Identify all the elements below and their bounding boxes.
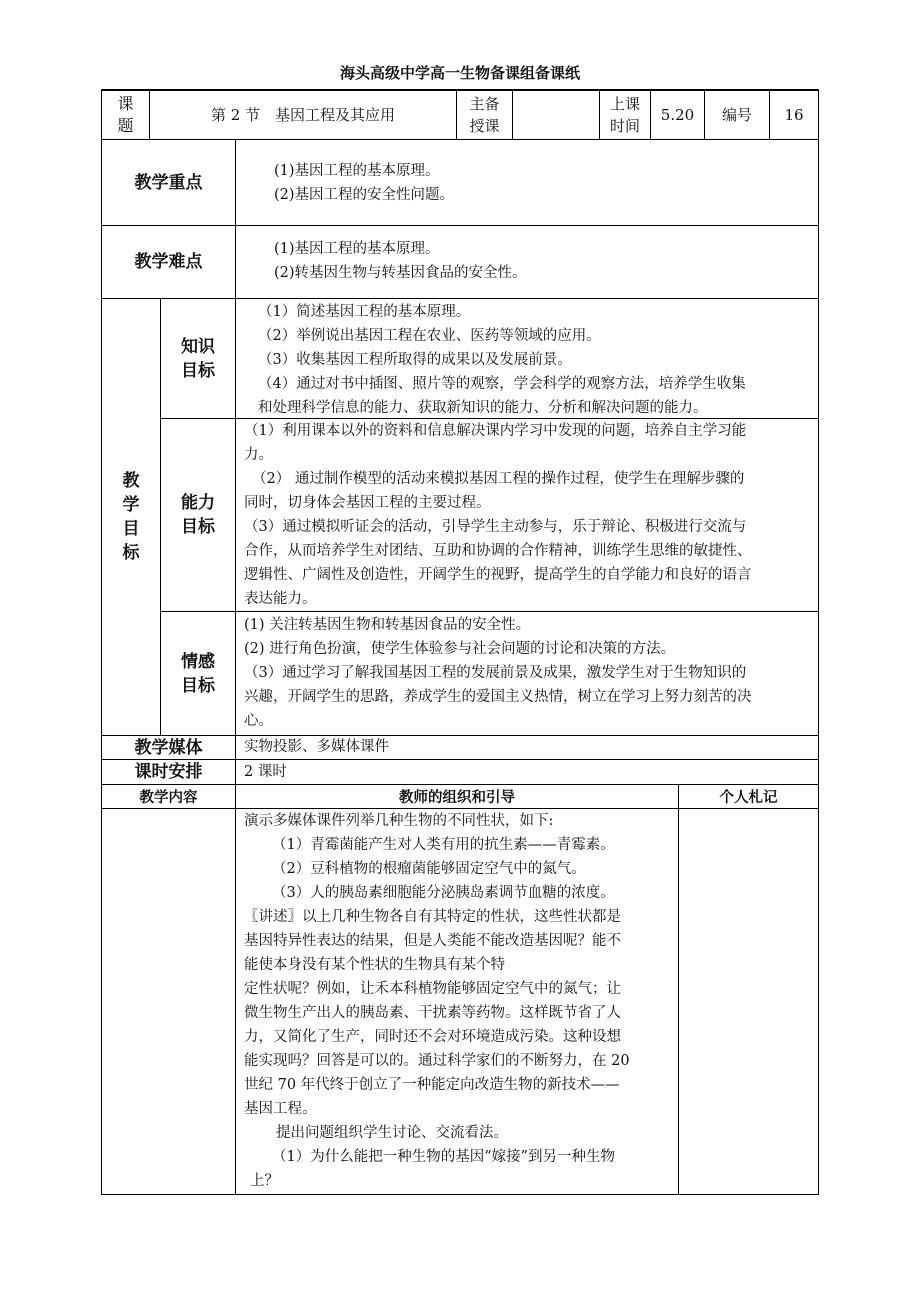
list-item: （1）简述基因工程的基本原理。 [258, 304, 471, 320]
list-item: 提出问题组织学生讨论、交流看法。 [276, 1125, 508, 1141]
ability-label-cell [161, 419, 235, 611]
teacher-label-cell [457, 90, 512, 139]
table-right-border [818, 89, 819, 1195]
list-item: 合作，从而培养学生对团结、互助和协调的合作精神，训练学生思维的敏捷性、 [244, 543, 752, 559]
lesson-label-cell [102, 90, 149, 139]
list-item: 微生物生产出人的胰岛素、干扰素等药物。这样既节省了人 [244, 1005, 621, 1021]
time-label-cell [600, 90, 650, 139]
guidance-list [244, 809, 672, 1193]
list-item: (1)基因工程的基本原理。 [274, 163, 440, 179]
objectives-label: 教学目标 [122, 471, 140, 563]
list-item: (2)转基因生物与转基因食品的安全性。 [274, 265, 527, 281]
key-points-label: 教学重点 [134, 172, 203, 193]
emotion-label: 情感目标 [181, 651, 215, 696]
knowledge-list [244, 300, 814, 420]
media-label: 教学媒体 [134, 737, 203, 758]
emotion-label-cell [161, 612, 235, 735]
number-label: 编号 [721, 105, 752, 124]
difficulties-list [274, 237, 527, 285]
objectives-label-cell [102, 299, 160, 735]
list-item: (1)基因工程的基本原理。 [274, 241, 440, 257]
list-item: 力，又简化了生产，同时还不会对环境造成污染。这种设想 [244, 1029, 621, 1045]
list-item: 表达能力。 [244, 591, 317, 607]
list-item: 同时，切身体会基因工程的主要过程。 [244, 495, 491, 511]
lesson-title: 第 2 节 基因工程及其应用 [210, 105, 396, 124]
difficulties-label-cell [102, 226, 235, 298]
list-item: 能使本身没有某个性状的生物具有某个特 [244, 957, 505, 973]
media-value: 实物投影、多媒体课件 [244, 739, 389, 755]
list-item: （3）通过学习了解我国基因工程的发展前景及成果，激发学生对于生物知识的 [244, 665, 747, 681]
list-item: （1）利用课本以外的资料和信息解决课内学习中发现的问题，培养自主学习能 [244, 423, 747, 439]
row-divider [160, 611, 819, 612]
table-bottom-border [101, 1194, 819, 1195]
page-title: 海头高级中学高一生物备课组备课纸 [339, 64, 580, 82]
number-value-cell [770, 90, 818, 139]
time-label: 上课时间 [609, 94, 640, 135]
list-item: （2） 通过制作模型的活动来模拟基因工程的操作过程，使学生在理解步骤的 [252, 471, 745, 487]
list-item: 基因工程。 [244, 1101, 317, 1117]
schedule-label: 课时安排 [134, 762, 203, 782]
list-item: （1）为什么能把一种生物的基因“嫁接”到另一种生物 [272, 1149, 616, 1165]
number-label-cell [705, 90, 769, 139]
col-divider [235, 139, 236, 1195]
list-item: （3）通过模拟听证会的活动，引导学生主动参与，乐于辩论、积极进行交流与 [244, 519, 747, 535]
list-item: （2）举例说出基因工程在农业、医药等领域的应用。 [258, 328, 601, 344]
list-item: （1）青霉菌能产生对人类有用的抗生素——青霉素。 [272, 837, 615, 853]
difficulties-label: 教学难点 [134, 252, 203, 272]
list-item: 定性状呢？例如，让禾本科植物能够固定空气中的氮气；让 [244, 981, 621, 997]
ability-list [244, 419, 814, 611]
content-header [102, 785, 235, 808]
schedule-value: 2 课时 [244, 764, 287, 780]
list-item: (2)基因工程的安全性问题。 [274, 187, 455, 203]
ability-label: 能力目标 [181, 493, 215, 537]
list-item: 逻辑性、广阔性及创造性，开阔学生的视野，提高学生的自学能力和良好的语言 [244, 567, 752, 583]
knowledge-label-cell [161, 299, 235, 418]
list-item: 和处理科学信息的能力、获取新知识的能力、分析和解决问题的能力。 [258, 400, 708, 416]
list-item: 兴趣，开阔学生的思路，养成学生的爱国主义热情，树立在学习上努力刻苦的决 [244, 689, 752, 705]
key-points-list [274, 159, 454, 207]
knowledge-label: 知识目标 [181, 336, 215, 381]
list-item: 力。 [244, 447, 273, 463]
list-item: 心。 [244, 713, 273, 729]
media-label-cell [102, 736, 235, 759]
list-item: （4）通过对书中插图、照片等的观察，学会科学的观察方法，培养学生收集 [258, 376, 746, 392]
list-item: 上？ [250, 1173, 279, 1189]
guidance-header [236, 785, 678, 808]
list-item: (1) 关注转基因生物和转基因食品的安全性。 [244, 617, 531, 633]
list-item: 能实现吗？回答是可以的。通过科学家们的不断努力，在 20 [244, 1053, 630, 1069]
lesson-label: 课题 [117, 93, 134, 135]
time-value-cell [651, 90, 704, 139]
list-item: 演示多媒体课件列举几种生物的不同性状，如下: [244, 813, 554, 829]
emotion-list [244, 613, 814, 733]
notes-header [679, 785, 818, 808]
content-header-label: 教学内容 [139, 790, 198, 806]
list-item: 基因特异性表达的结果，但是人类能不能改造基因呢？能不 [244, 933, 621, 949]
list-item: (2) 进行角色扮演，使学生体验参与社会问题的讨论和决策的方法。 [244, 641, 676, 657]
guidance-header-label: 教师的组织和引导 [399, 790, 515, 806]
notes-header-label: 个人札记 [719, 790, 778, 806]
time-value: 5.20 [660, 105, 695, 124]
col-divider [678, 784, 679, 1195]
lesson-title-cell [150, 90, 456, 139]
list-item: 〖讲述〗以上几种生物各自有其特定的性状，这些性状都是 [244, 909, 621, 925]
key-points-label-cell [102, 140, 235, 225]
teacher-label: 主备授课 [469, 94, 500, 135]
number-value: 16 [784, 105, 804, 124]
schedule-label-cell [102, 760, 235, 784]
list-item: 世纪 70 年代终于创立了一种能定向改造生物的新技术—— [244, 1077, 620, 1093]
teacher-value-cell [513, 90, 599, 139]
list-item: （2）豆科植物的根瘤菌能够固定空气中的氮气。 [272, 861, 586, 877]
list-item: （3）收集基因工程所取得的成果以及发展前景。 [258, 352, 572, 368]
list-item: （3）人的胰岛素细胞能分泌胰岛素调节血糖的浓度。 [272, 885, 615, 901]
